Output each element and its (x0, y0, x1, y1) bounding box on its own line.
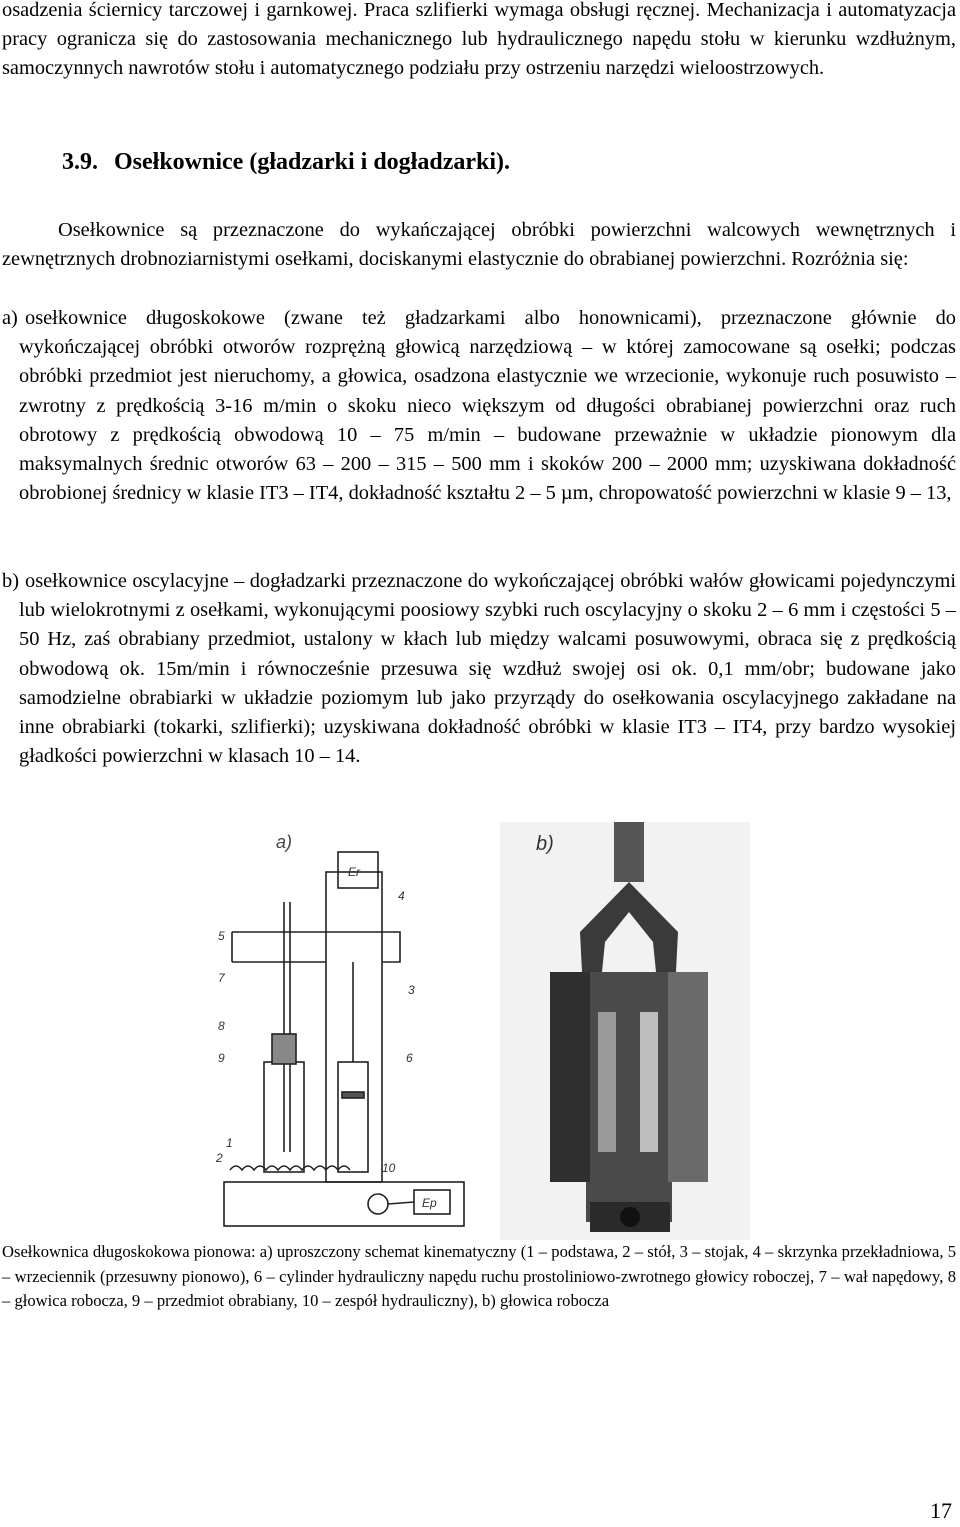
intro-paragraph: osadzenia ściernicy tarczowej i garnkowej. Praca szlifierki wymaga obsługi ręcznej. Mechanizacja i automatyzacja pracy ogranicza się do zastosowania mechanicznego lub hydraulicznego napędu stołu w kierunku wzdłużnym, samoczynnych nawrotów stołu i automatycznego podziału przy ostrzeniu narzędzi wieloostrzowych. (2, 0, 956, 79)
callout-3: 3 (408, 983, 415, 997)
list-item-a (2, 304, 956, 508)
callout-2: 2 (216, 1151, 223, 1165)
callout-5: 5 (218, 929, 225, 943)
callout-7: 7 (218, 971, 225, 985)
figure-caption: Osełkownica długoskokowa pionowa: a) uproszczony schemat kinematyczny (1 – podstawa, 2 – stół, 3 – stojak, 4 – skrzynka przekładniowa, 5 – wrzeciennik (przesuwny pionowo), 6 – cylinder hydrauliczny napędu ruchu prostoliniowo-zwrotnego głowicy roboczej, 7 – wał napędowy, 8 – głowica robocza, 9 – przedmiot obrabiany, 10 – zespół hydrauliczny), b) głowica robocza (2, 1242, 956, 1310)
motor-label-ep: Ep (422, 1196, 437, 1210)
list-text-a: osełkownice długoskokowe (zwane też gładzarkami albo honownicami), przeznaczone głównie do wykończającej obróbki otworów rozprężną głowicą narzędziową – w której zamocowane są osełki; podczas obróbki przedmiot jest nieruchomy, a głowica, osadzona elastycznie we wrzecionie, wykonuje ruch posuwisto – zwrotny z prędkością 3-16 m/min o skoku nieco większym od długości obrabianej powierzchni oraz ruch obrotowy z prędkością obwodową 10 – 75 m/min – budowane przeważnie w układzie pionowym dla maksymalnych średnic otworów 63 – 200 – 315 – 500 mm i skoków 200 – 2000 mm; uzyskiwana dokładność obrobionej średnicy w klasie IT3 – IT4, dokładność kształtu 2 – 5 µm, chropowatość powierzchni w klasie 9 – 13, (19, 307, 956, 505)
list-item-b (2, 567, 956, 771)
list-marker-a: a) (2, 307, 18, 329)
section-title: Osełkownice (gładzarki i dogładzarki). (114, 149, 510, 175)
page-number: 17 (930, 1498, 952, 1523)
panel-a-label: a) (276, 832, 293, 852)
motor-label-er: Er (348, 865, 360, 879)
callout-8: 8 (218, 1019, 225, 1033)
honing-head-photo (500, 822, 750, 1240)
callout-1: 1 (226, 1136, 233, 1150)
kinematic-schematic (215, 832, 464, 1226)
list-marker-b: b) (2, 570, 19, 592)
callout-4: 4 (398, 889, 405, 903)
body-paragraph (2, 216, 956, 274)
section-number: 3.9. (62, 149, 98, 175)
list-text-b: osełkownice oscylacyjne – dogładzarki przeznaczone do wykończającej obróbki wałów głowicami pojedynczymi lub wielokrotnymi z osełkami, wykonującymi poosiowy szybki ruch oscylacyjny o skoku 2 – 6 mm i częstości 5 – 50 Hz, zaś obrabiany przedmiot, ustalony w kłach lub między walcami posuwowymi, obraca się z prędkością obwodową ok. 15m/min i równocześnie przesuwa się wzdłuż swojej osi ok. 0,1 mm/obr; budowane jako samodzielne obrabiarki w układzie poziomym lub jako przyrządy do osełkowania oscylacyjnego zakładane na inne obrabiarki (tokarki, szlifierki); uzyskiwana dokładność obróbki w klasie IT3 – IT4, przy bardzo wysokiej gładkości powierzchni w klasach 10 – 14. (19, 570, 956, 768)
honing-machine-figure (210, 822, 750, 1240)
section-heading (62, 146, 510, 178)
callout-10: 10 (382, 1161, 396, 1175)
body-paragraph-text: Osełkownice są przeznaczone do wykańczającej obróbki powierzchni walcowych wewnętrznych i zewnętrznych drobnoziarnistymi osełkami, dociskanymi elastycznie do obrabianej powierzchni. Rozróżnia się: (2, 219, 956, 270)
panel-b-label: b) (536, 833, 554, 855)
callout-9: 9 (218, 1051, 225, 1065)
callout-6: 6 (406, 1051, 413, 1065)
